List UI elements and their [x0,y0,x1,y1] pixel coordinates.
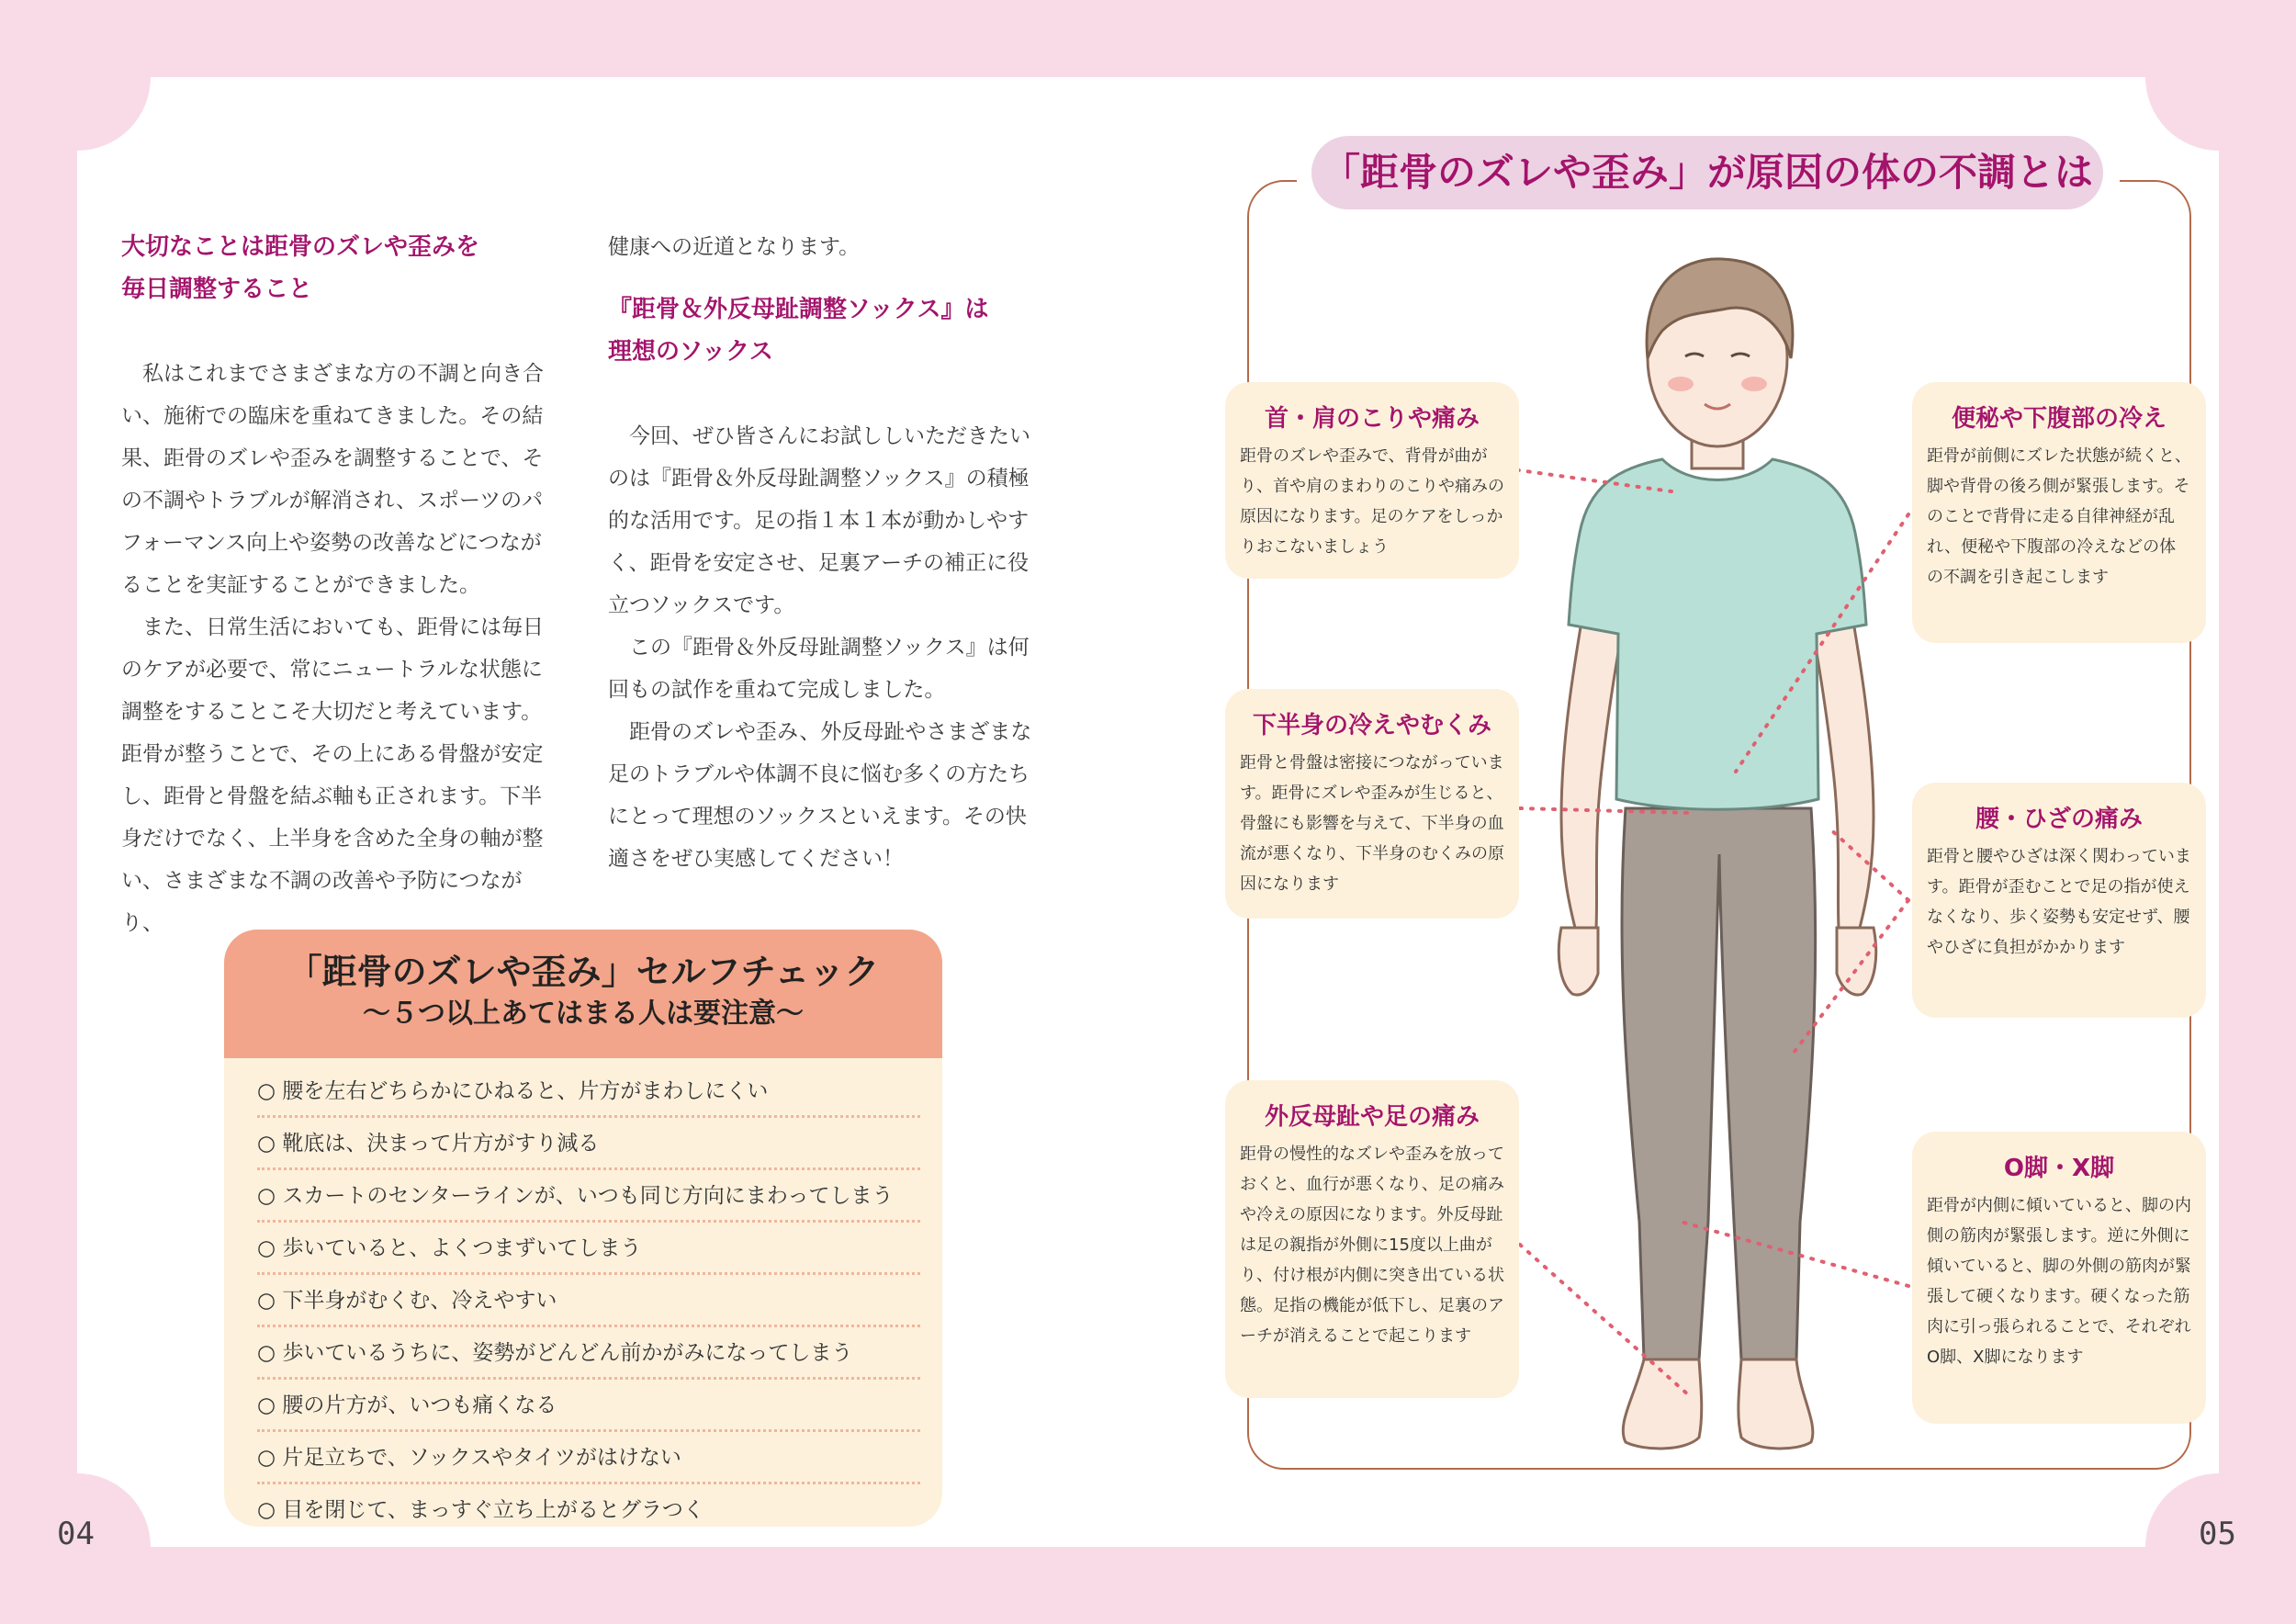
card-title: 外反母趾や足の痛み [1264,1103,1480,1131]
card-title: 腰・ひざの痛み [1975,806,2143,833]
leader-bunion [1520,1245,1690,1396]
card-title: O脚・X脚 [2003,1155,2115,1182]
section-heading-ideal-socks: 『距骨＆外反母趾調整ソックス』は 理想のソックス [608,296,989,366]
check-item: ○ 下半身がむくむ、冷えやすい [257,1275,920,1327]
card-lower-body-cold [1225,689,1519,919]
leader-knee [1791,900,1908,1056]
card-text: 距骨が前側にズレた状態が続くと、脚や背骨の後ろ側が緊張します。そのことで背骨に走る自律神経が乱れ、便秘や下腹部の冷えなどの体の不調を引き起こします [1927,446,2191,587]
card-text: 距骨と骨盤は密接につながっています。距骨にズレや歪みが生じると、骨盤にも影響を与えて、下半身の血流が悪くなり、下半身のむくみの原因になります [1240,753,1504,894]
card-text: 距骨が内側に傾いていると、脚の内側の筋肉が緊張します。逆に外側に傾いていると、脚の外側の筋肉が緊張して硬くなります。硬くなった筋肉に引っ張られることで、それぞれO脚、X脚になります [1927,1196,2191,1367]
card-title: 首・肩のこりや痛み [1264,405,1480,433]
card-text: 距骨と腰やひざは深く関わっています。距骨が歪むことで足の指が使えなくなり、歩く姿勢も安定せず、腰やひざに負担がかかります [1927,847,2191,957]
card-bunion-foot-pain [1225,1080,1519,1398]
leader-neck-shoulder [1506,468,1671,491]
page-number-right: 05 [2199,1516,2236,1552]
check-item: ○ 片足立ちで、ソックスやタイツがはけない [257,1432,920,1484]
leader-lower-body [1520,808,1690,813]
card-o-x-legs [1912,1132,2206,1424]
self-check-subtitle: ～５つ以上あてはまる人は要注意～ [363,998,804,1030]
check-item: ○ 歩いていると、よくつまずいてしまう [257,1223,920,1275]
body-paragraph-continuation: 健康への近道となります。 [608,235,861,259]
card-constipation [1912,382,2206,643]
check-item: ○ 腰の片方が、いつも痛くなる [257,1380,920,1432]
card-neck-shoulder [1225,382,1519,579]
leader-o-x-legs [1681,1222,1908,1286]
section-heading-daily-adjustment: 大切なことは距骨のズレや歪みを 毎日調整すること [121,233,480,303]
page-number-left: 04 [57,1516,95,1552]
card-text: 距骨の慢性的なズレや歪みを放っておくと、血行が悪くなり、足の痛みや冷えの原因になります。外反母趾は足の親指が外側に15度以上曲がり、付け根が内側に突き出ている状態。足指の機能が低下し、足裏のアーチが消えることで起こります [1240,1145,1504,1346]
card-title: 下半身の冷えやむくみ [1252,712,1491,739]
check-item: ○ 靴底は、決まって片方がすり減る [257,1118,920,1170]
check-item: ○ 歩いているうちに、姿勢がどんどん前かがみになってしまう [257,1327,920,1380]
card-text: 距骨のズレや歪みで、背骨が曲がり、首や肩のまわりのこりや痛みの原因になります。足のケアをしっかりおこないましょう [1240,446,1504,557]
leader-waist [1828,827,1908,900]
body-paragraph: 距骨のズレや歪み、外反母趾やさまざまな足のトラブルや体調不良に悩む多くの方たちにとって理想のソックスといえます。その快適さをぜひ実感してください！ [608,720,1032,871]
diagram-title: 「距骨のズレや歪み」が原因の体の不調とは [1311,136,2103,209]
leader-constipation [1736,514,1908,772]
check-item: ○ 目を閉じて、まっすぐ立ち上がるとグラつく [257,1498,704,1522]
check-item: ○ 腰を左右どちらかにひねると、片方がまわしにくい [257,1066,920,1118]
body-paragraph: また、日常生活においても、距骨には毎日のケアが必要で、常にニュートラルな状態に調整をすることこそ大切だと考えています。距骨が整うことで、その上にある骨盤が安定し、距骨と骨盤を結ぶ軸も正されます。下半身だけでなく、上半身を含めた全身の軸が整い、さまざまな不調の改善や予防につながり、 [121,615,544,935]
body-paragraph: この『距骨＆外反母趾調整ソックス』は何回もの試作を重ねて完成しました。 [608,636,1030,702]
body-paragraph: 私はこれまでさまざまな方の不調と向き合い、施術での臨床を重ねてきました。その結果、距骨のズレや歪みを調整することで、その不調やトラブルが解消され、スポーツのパフォーマンス向上や姿勢の改善などにつながることを実証することができました。 [121,362,544,597]
check-item: ○ スカートのセンターラインが、いつも同じ方向にまわってしまう [257,1170,920,1223]
card-waist-knee [1912,783,2206,1018]
body-paragraph: 今回、ぜひ皆さんにお試ししいただきたいのは『距骨＆外反母趾調整ソックス』の積極的な活用です。足の指１本１本が動かしやすく、距骨を安定させ、足裏アーチの補正に役立つソックスです。 [608,424,1030,617]
self-check-title: 「距骨のズレや歪み」セルフチェック [287,952,880,992]
card-title: 便秘や下腹部の冷え [1951,405,2167,433]
